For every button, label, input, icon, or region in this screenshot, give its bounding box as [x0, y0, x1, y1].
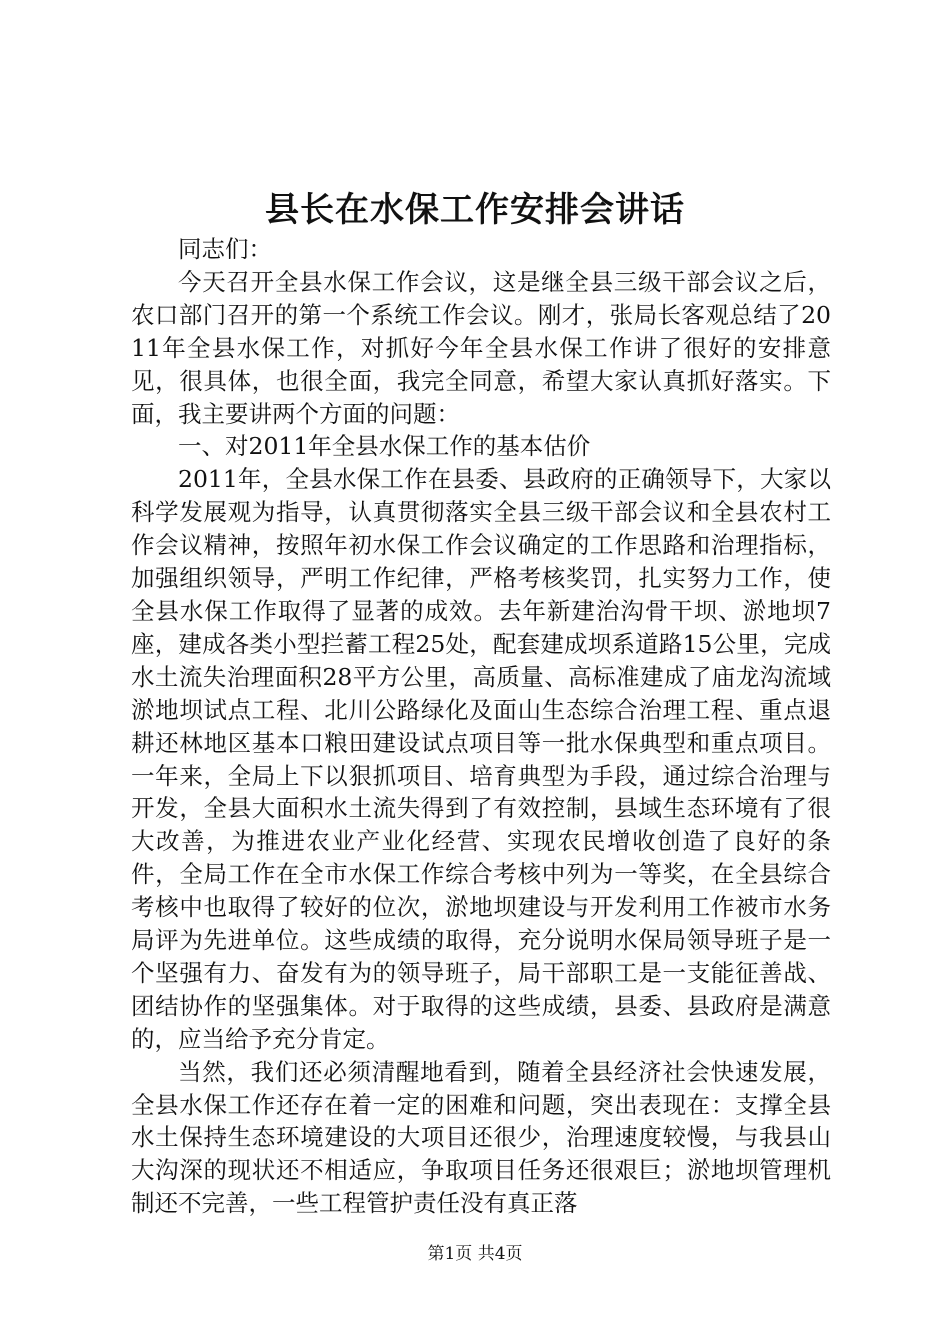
page-number-footer: 第1页 共4页 [427, 1244, 523, 1264]
achievements-paragraph: 2011年，全县水保工作在县委、县政府的正确领导下，大家以科学发展观为指导，认真贯彻落实全县三级干部会议和全县农村工作会议精神，按照年初水保工作会议确定的工作思路和治理指标，加强组织领导，严明工作纪律，严格考核奖罚，扎实努力工作，使全县水保工作取得了显著的成效。去年新建治沟骨干坝、淤地坝7座，建成各类小型拦蓄工程25处，配套建成坝系道路15公里，完成水土流失治理面积28平方公里，高质量、高标准建成了庙龙沟流域淤地坝试点工程、北川公路绿化及面山生态综合治理工程、重点退耕还林地区基本口粮田建设试点项目等一批水保典型和重点项目。一年来，全局上下以狠抓项目、培育典型为手段，通过综合治理与开发，全县大面积水土流失得到了有效控制，县域生态环境有了很大改善，为推进农业产业化经营、实现农民增收创造了良好的条件，全局工作在全市水保工作综合考核中列为一等奖，在全县综合考核中也取得了较好的位次，淤地坝建设与开发利用工作被市水务局评为先进单位。这些成绩的取得，充分说明水保局领导班子是一个坚强有力、奋发有为的领导班子，局干部职工是一支能征善战、团结协作的坚强集体。对于取得的这些成绩，县委、县政府是满意的，应当给予充分肯定。 [131, 465, 831, 1053]
salutation-paragraph: 同志们： [178, 235, 272, 263]
intro-paragraph: 今天召开全县水保工作会议，这是继全县三级干部会议之后，农口部门召开的第一个系统工作会议。刚才，张局长客观总结了2011年全县水保工作，对抓好今年全县水保工作讲了很好的安排意见，很具体，也很全面，我完全同意，希望大家认真抓好落实。下面，我主要讲两个方面的问题： [131, 267, 831, 428]
section-heading: 一、对2011年全县水保工作的基本估价 [178, 432, 591, 461]
document-body [131, 233, 831, 1220]
problems-paragraph: 当然，我们还必须清醒地看到，随着全县经济社会快速发展，全县水保工作还存在着一定的困难和问题，突出表现在：支撑全县水土保持生态环境建设的大项目还很少，治理速度较慢，与我县山大沟深的现状还不相适应，争取项目任务还很艰巨；淤地坝管理机制还不完善，一些工程管护责任没有真正落 [131, 1057, 831, 1218]
document-title: 县长在水保工作安排会讲话 [265, 190, 685, 230]
